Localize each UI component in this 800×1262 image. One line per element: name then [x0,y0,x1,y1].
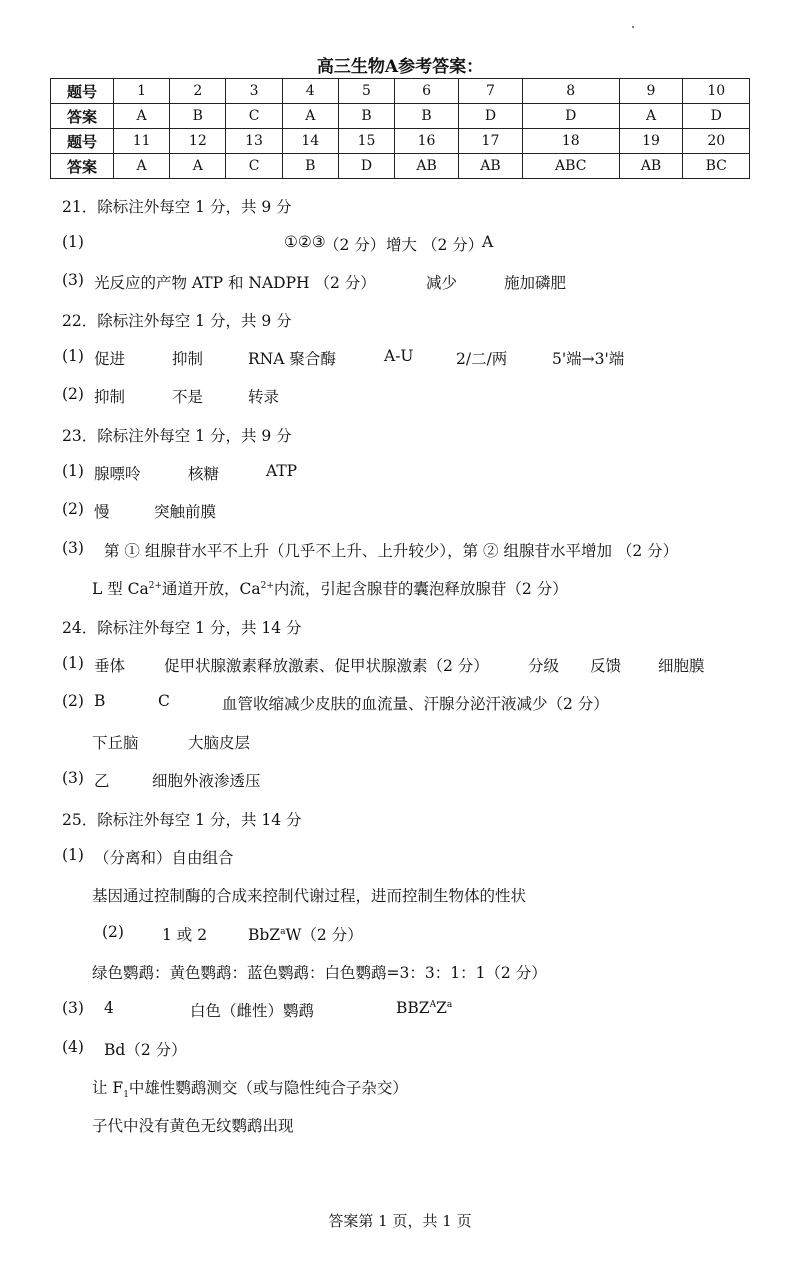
answer-table-cell: 11 [114,129,170,154]
q23-l4-sup1: 2+ [148,580,163,591]
q25-line4: 绿色鹦鹉：黄色鹦鹉：蓝色鹦鹉：白色鹦鹉=3：3：1：1（2 分） [92,964,547,982]
answer-table-cell: A [114,104,170,129]
answer-table-cell: D [683,104,750,129]
q25-l6-num: (4) [62,1038,84,1056]
q25-line3 [102,923,363,944]
q24-l3-item: 下丘脑 [92,734,139,752]
q22-l2-num: (2) [62,385,84,403]
q25-l6-text: Bd（2 分） [104,1041,187,1059]
answer-table-cell: C [226,154,282,179]
q24-l1-item: 促甲状腺激素释放激素、促甲状腺激素（2 分） [164,657,489,675]
answer-table-cell: AB [395,154,459,179]
q23-l1-item: 核糖 [188,465,220,483]
q24-line4 [62,769,261,790]
answer-table-cell: 3 [226,79,282,104]
q25-line5 [62,999,453,1020]
answer-table-header-cell: 题号 [51,79,114,104]
answer-table-row [51,104,750,129]
q23-l2-item: 突触前膜 [154,503,217,521]
q25-l5-c-sup1: A [429,999,437,1010]
answer-table-cell: 14 [282,129,338,154]
q24-l1-item: 反馈 [590,657,622,675]
q21-header: 21．除标注外每空 1 分，共 9 分 [62,198,292,216]
q25-line7 [92,1076,408,1100]
q24-l1-item: 垂体 [94,657,126,675]
q25-l3-b-sup: a [280,926,286,937]
q23-line1 [62,462,298,483]
q23-l3-num: (3) [62,539,84,557]
q23-l4-a: L 型 Ca [92,580,149,598]
q23-l1-item: 腺嘌呤 [94,465,141,483]
answer-table-cell: 20 [683,129,750,154]
answer-table-cell: 7 [459,79,523,104]
answer-table-cell: B [395,104,459,129]
answer-table-cell: 5 [338,79,394,104]
answer-table-row [51,79,750,104]
q22-l1-item: RNA 聚合酶 [248,350,336,368]
answer-table-cell: AB [619,154,683,179]
q24-line2 [62,692,609,713]
answer-table-cell: BC [683,154,750,179]
q25-l1-text: （分离和）自由组合 [94,849,234,867]
scan-dot [632,26,634,28]
q23-l2-item: 慢 [94,503,110,521]
q25-header: 25．除标注外每空 1 分，共 14 分 [62,811,302,829]
q24-l2-item: C [158,692,170,710]
q25-line1 [62,846,234,867]
answer-table-cell: B [170,104,226,129]
answer-table-cell: 15 [338,129,394,154]
q22-l2-item: 转录 [248,388,280,406]
q22-l1-item: 2/二/两 [456,350,508,368]
answer-table-cell: C [226,104,282,129]
q24-l4-num: (3) [62,769,84,787]
q23-l1-item: ATP [266,462,298,480]
answer-table-cell: 6 [395,79,459,104]
answer-table-cell: 9 [619,79,683,104]
answer-table-cell: 19 [619,129,683,154]
answer-table-cell: 16 [395,129,459,154]
q24-l1-item: 分级 [528,657,560,675]
q21-l3-num: (3) [62,271,84,289]
q23-l4-c: 内流，引起含腺苷的囊泡释放腺苷（2 分） [273,580,568,598]
q25-l3-b2: W（2 分） [285,926,363,944]
answer-table-cell: 12 [170,129,226,154]
q22-line1 [62,347,625,368]
q21-line3 [62,271,567,292]
q23-line2 [62,500,217,521]
q24-l2-num: (2) [62,692,84,710]
answer-table-cell: A [114,154,170,179]
q24-line1 [62,654,705,675]
q21-l1-d: （2 分） [422,236,484,254]
q25-line6 [62,1038,187,1059]
q24-l2-item: 血管收缩减少皮肤的血流量、汗腺分泌汗液减少（2 分） [222,695,609,713]
q21-l1-a: ①②③ [284,233,326,251]
q22-header: 22．除标注外每空 1 分，共 9 分 [62,312,292,330]
q22-l2-item: 抑制 [94,388,126,406]
q21-l1-num: (1) [62,233,84,251]
answer-table-cell: 1 [114,79,170,104]
q21-l3-a: 光反应的产物 ATP 和 NADPH （2 分） [94,274,376,292]
q24-l2-item: B [94,692,106,710]
q22-l1-item: 促进 [94,350,126,368]
q23-l2-num: (2) [62,500,84,518]
q25-l7-b: 中雄性鹦鹉测交（或与隐性纯合子杂交） [128,1079,408,1097]
q25-l5-c-sup2: a [446,999,453,1010]
answer-table-cell: 17 [459,129,523,154]
q25-l3-b1: BbZ [248,926,281,944]
q25-l3-a: 1 或 2 [162,926,208,944]
answer-table-cell: D [459,104,523,129]
q24-l3-item: 大脑皮层 [188,734,251,752]
q22-l1-item: 5'端→3'端 [552,350,625,368]
q21-line1 [62,233,494,254]
answer-table-cell: A [619,104,683,129]
q23-line3 [62,539,679,560]
q21-l1-e: A [482,233,494,251]
q23-l4-b: 通道开放，Ca [162,580,261,598]
q22-l1-item: A-U [384,347,414,365]
answer-table-cell: D [338,154,394,179]
q22-l2-item: 不是 [172,388,204,406]
q25-l5-c1: BBZ [396,999,430,1017]
q23-l3-text: 第 ① 组腺苷水平不上升（几乎不上升、上升较少），第 ② 组腺苷水平增加 （2 分） [104,542,679,560]
q22-line2 [62,385,280,406]
answer-table-header-cell: 答案 [51,104,114,129]
q21-l1-b: （2 分） [324,236,386,254]
q25-l7-a: 让 F [92,1079,124,1097]
answer-table-cell: 13 [226,129,282,154]
q25-l5-b: 白色（雌性）鹦鹉 [190,1002,315,1020]
answer-table-cell: B [338,104,394,129]
q25-l5-c [396,999,452,1017]
answer-table-cell: A [282,104,338,129]
answer-table-cell: 2 [170,79,226,104]
q25-l7-sub: 1 [123,1090,129,1101]
answer-table-cell: 10 [683,79,750,104]
q25-l3-b [248,923,363,945]
q23-l4-sup2: 2+ [260,580,274,591]
answer-table-cell: B [282,154,338,179]
q21-l3-b: 减少 [426,274,458,292]
q22-l1-item: 抑制 [172,350,204,368]
q24-l1-num: (1) [62,654,84,672]
q23-l1-num: (1) [62,462,84,480]
q24-header: 24．除标注外每空 1 分，共 14 分 [62,619,302,637]
q25-line8: 子代中没有黄色无纹鹦鹉出现 [92,1117,294,1135]
page-footer: 答案第 1 页，共 1 页 [328,1212,472,1230]
q25-l5-num: (3) [62,999,84,1017]
answer-table-header-cell: 题号 [51,129,114,154]
answer-table-cell: AB [459,154,523,179]
answer-table [50,78,750,179]
answer-table-row [51,154,750,179]
q23-line4 [92,577,568,599]
answer-table-cell: 8 [522,79,619,104]
q25-l3-num: (2) [102,923,124,941]
q22-l1-num: (1) [62,347,84,365]
q25-l1-num: (1) [62,846,84,864]
answer-table-cell: ABC [522,154,619,179]
q24-l1-item: 细胞膜 [658,657,705,675]
answer-table-header-cell: 答案 [51,154,114,179]
q24-l4-item: 细胞外液渗透压 [152,772,261,790]
q24-line3 [92,731,251,753]
answer-table-cell: D [522,104,619,129]
q23-header: 23．除标注外每空 1 分，共 9 分 [62,427,292,445]
answer-table-cell: A [170,154,226,179]
page-title: 高三生物A参考答案： [316,57,484,77]
q25-l5-a: 4 [104,999,114,1017]
q25-line2: 基因通过控制酶的合成来控制代谢过程，进而控制生物体的性状 [92,887,527,905]
q24-l4-item: 乙 [94,772,110,790]
answer-table-cell: 4 [282,79,338,104]
q21-l3-c: 施加磷肥 [504,274,567,292]
answer-table-row [51,129,750,154]
q21-l1-c: 增大 [386,236,418,254]
answer-table-cell: 18 [522,129,619,154]
q25-l5-c2: Z [436,999,447,1017]
